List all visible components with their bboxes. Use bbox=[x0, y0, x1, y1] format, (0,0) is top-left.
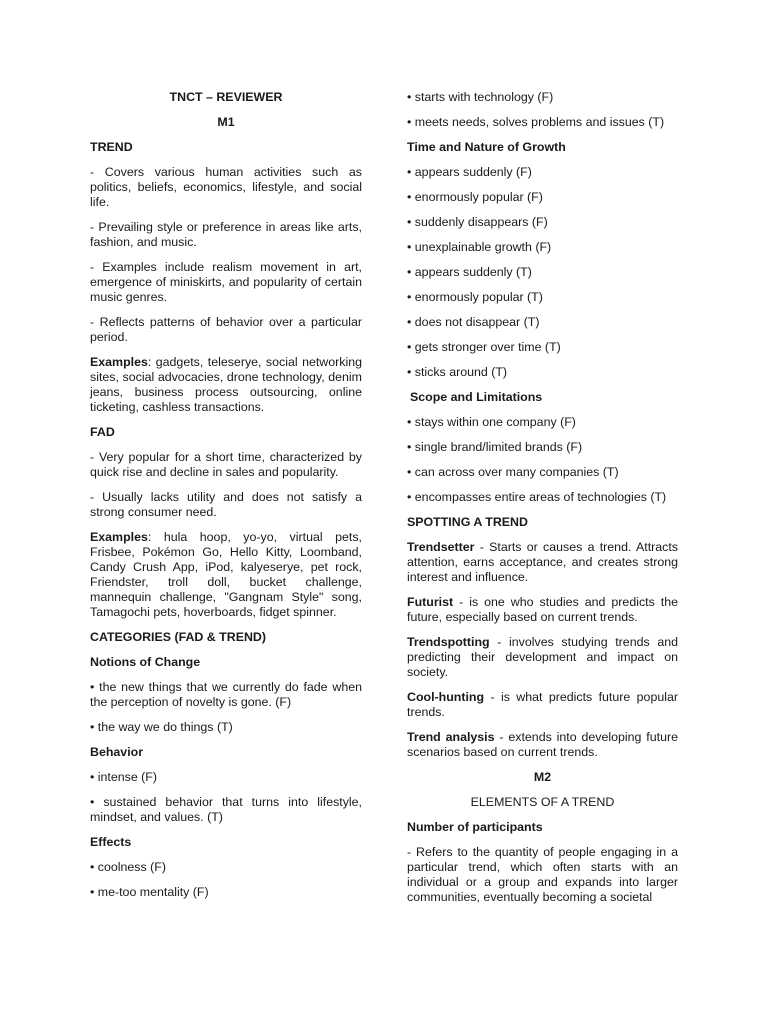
trend-paragraph: - Covers various human activities such as politics, beliefs, economics, lifestyle, and social life. bbox=[90, 165, 362, 209]
section-heading-trend: TREND bbox=[90, 140, 133, 154]
trend-paragraph: - Prevailing style or preference in areas like arts, fashion, and music. bbox=[90, 220, 362, 249]
bullet-item: • meets needs, solves problems and issues (T) bbox=[407, 115, 665, 129]
trend-paragraph: - Examples include realism movement in art, emergence of miniskirts, and popularity of certain music genres. bbox=[90, 260, 362, 304]
module-heading-m1: M1 bbox=[217, 115, 235, 129]
subheading-time-and-nature-of-growth: Time and Nature of Growth bbox=[407, 140, 566, 154]
bullet-item: • the way we do things (T) bbox=[90, 720, 233, 734]
section-heading-spotting-a-trend: SPOTTING A TREND bbox=[407, 515, 528, 529]
term-definition: - involves studying trends and predicting their development and impact on society. bbox=[407, 635, 678, 679]
bullet-item: • can across over many companies (T) bbox=[407, 465, 619, 479]
term-definition: - is one who studies and predicts the future, especially based on current trends. bbox=[407, 595, 678, 624]
module-heading-m2: M2 bbox=[533, 770, 552, 784]
fad-paragraph: - Usually lacks utility and does not satisfy a strong consumer need. bbox=[90, 490, 362, 519]
examples-text: : gadgets, teleserye, social networking sites, social advocacies, drone technology, denim jeans, business process outsourcing, online ticketing, cashless transactions. bbox=[90, 355, 362, 414]
fad-examples bbox=[90, 530, 362, 620]
participants-paragraph: - Refers to the quantity of people engaging in a particular trend, which often starts with an individual or a group and expands into larger communities, eventually becoming a societal bbox=[407, 845, 678, 904]
subheading-scope-and-limitations: Scope and Limitations bbox=[410, 390, 543, 404]
bullet-item: • encompasses entire areas of technologies (T) bbox=[407, 490, 667, 504]
bullet-item: • enormously popular (T) bbox=[407, 290, 543, 304]
bullet-item: • appears suddenly (T) bbox=[407, 265, 532, 279]
definition-trend-analysis bbox=[407, 730, 678, 760]
document-title: TNCT – REVIEWER bbox=[169, 90, 283, 104]
bullet-item: • starts with technology (F) bbox=[407, 90, 554, 104]
bullet-item: • the new things that we currently do fade when the perception of novelty is gone. (F) bbox=[90, 680, 362, 709]
bullet-item: • suddenly disappears (F) bbox=[407, 215, 548, 229]
definition-futurist bbox=[407, 595, 678, 625]
bullet-item: • me-too mentality (F) bbox=[90, 885, 209, 899]
subheading-effects: Effects bbox=[90, 835, 132, 849]
term-label: Trend analysis bbox=[407, 730, 495, 744]
term-definition: - extends into developing future scenarios based on current trends. bbox=[407, 730, 678, 759]
term-label: Trendsetter bbox=[407, 540, 475, 554]
trend-examples bbox=[90, 355, 362, 415]
section-heading-categories: CATEGORIES (FAD & TREND) bbox=[90, 630, 266, 644]
definition-trendspotting bbox=[407, 635, 678, 680]
section-heading-fad: FAD bbox=[90, 425, 115, 439]
fad-paragraph: - Very popular for a short time, characterized by quick rise and decline in sales and popularity. bbox=[90, 450, 362, 479]
subheading-behavior: Behavior bbox=[90, 745, 144, 759]
term-label: Cool-hunting bbox=[407, 690, 485, 704]
bullet-item: • coolness (F) bbox=[90, 860, 166, 874]
right-column bbox=[407, 90, 678, 915]
definition-trendsetter bbox=[407, 540, 678, 585]
term-label: Trendspotting bbox=[407, 635, 490, 649]
bullet-item: • sticks around (T) bbox=[407, 365, 508, 379]
left-column bbox=[90, 90, 362, 910]
bullet-item: • intense (F) bbox=[90, 770, 157, 784]
term-label: Futurist bbox=[407, 595, 454, 609]
trend-paragraph: - Reflects patterns of behavior over a particular period. bbox=[90, 315, 362, 344]
bullet-item: • appears suddenly (F) bbox=[407, 165, 532, 179]
definition-cool-hunting bbox=[407, 690, 678, 720]
bullet-item: • does not disappear (T) bbox=[407, 315, 540, 329]
examples-label: Examples bbox=[90, 530, 148, 544]
term-definition: - is what predicts future popular trends. bbox=[407, 690, 678, 719]
examples-label: Examples bbox=[90, 355, 148, 369]
bullet-item: • sustained behavior that turns into lifestyle, mindset, and values. (T) bbox=[90, 795, 362, 824]
examples-text: : hula hoop, yo-yo, virtual pets, Frisbee, Pokémon Go, Hello Kitty, Loomband, Candy Crush App, iPod, kalyeserye, pet rock, Friendster, troll doll, bucket challenge, mannequin challenge, "Gangnam Style" song, Tamagochi pets, hoverboards, fidget spinner. bbox=[90, 530, 362, 619]
section-heading-elements-of-a-trend: ELEMENTS OF A TREND bbox=[470, 795, 615, 809]
term-definition: - Starts or causes a trend. Attracts attention, earns acceptance, and creates strong interest and influence. bbox=[407, 540, 678, 584]
bullet-item: • unexplainable growth (F) bbox=[407, 240, 552, 254]
bullet-item: • single brand/limited brands (F) bbox=[407, 440, 583, 454]
bullet-item: • gets stronger over time (T) bbox=[407, 340, 561, 354]
subheading-number-of-participants: Number of participants bbox=[407, 820, 543, 834]
bullet-item: • stays within one company (F) bbox=[407, 415, 576, 429]
bullet-item: • enormously popular (F) bbox=[407, 190, 543, 204]
subheading-notions-of-change: Notions of Change bbox=[90, 655, 201, 669]
